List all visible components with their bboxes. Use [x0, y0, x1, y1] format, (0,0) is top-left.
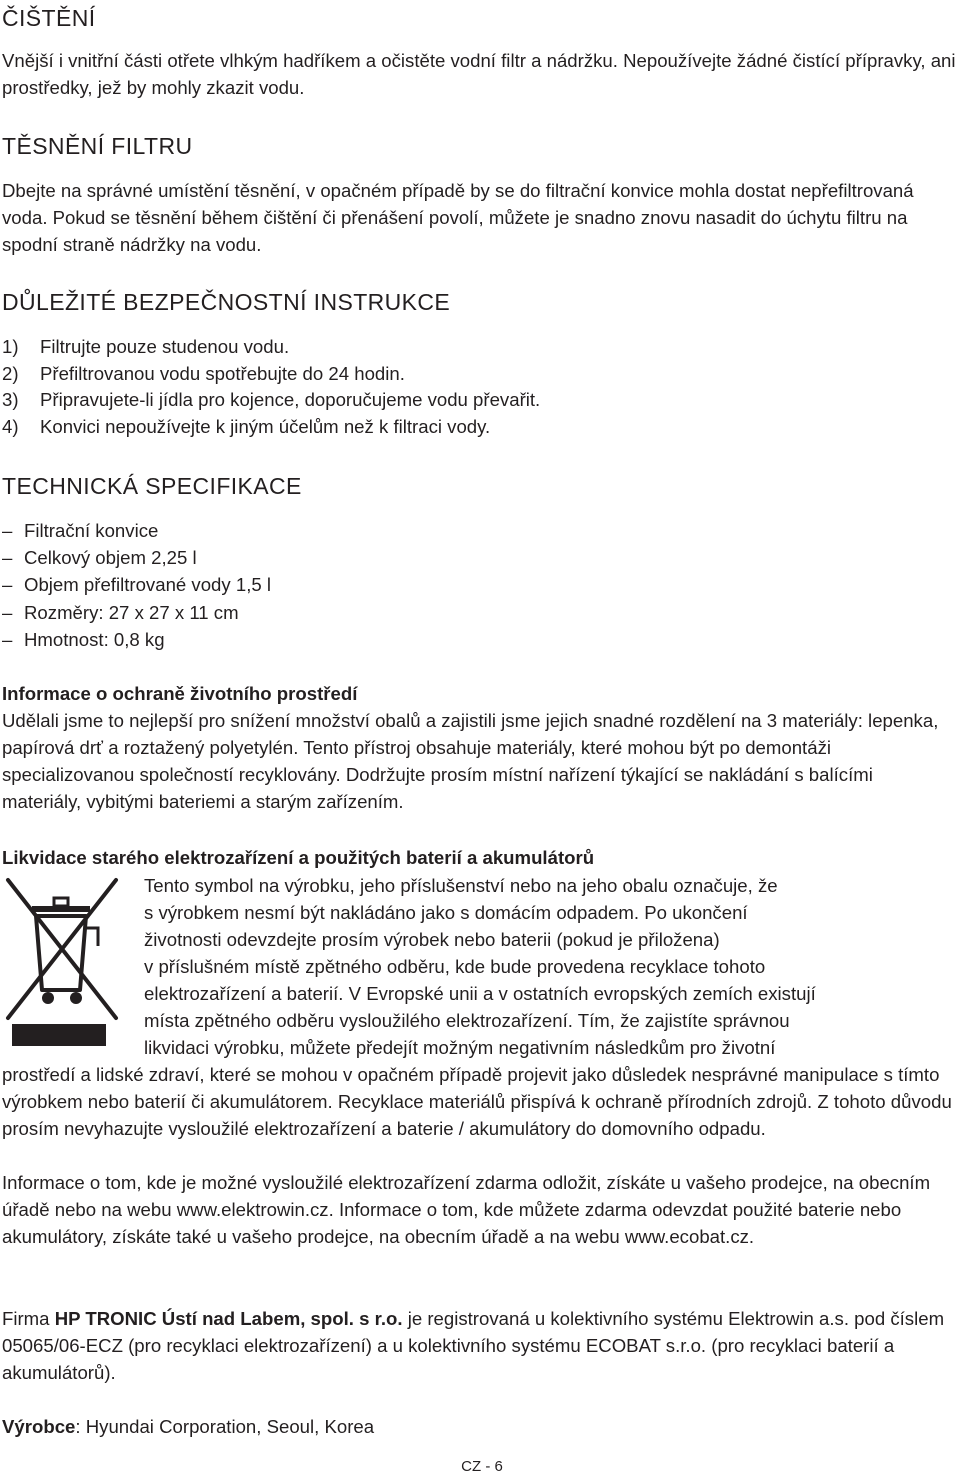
- crossed-out-bin-icon: [2, 872, 122, 1048]
- list-item: [2, 334, 540, 361]
- firm-prefix: Firma: [2, 1308, 55, 1329]
- weee-intro: [144, 872, 956, 1061]
- spec-heading: TECHNICKÁ SPECIFIKACE: [2, 473, 302, 499]
- env-text: Udělali jsme to nejlepší pro snížení množství obalů a zajistili jsme jejich snadné rozdělení na 3 materiály: lepenka, papírová drť a roztažený polyetylén. Tento přístroj obsahuje materiály, které mohou být po demontáži specializovanou společností recyklovány. Dodržujte prosím místní nařízení týkající se nakládání s balícími materiály, vybitými bateriemi a starým zařízením.: [2, 710, 939, 812]
- safety-heading: DŮLEŽITÉ BEZPEČNOSTNÍ INSTRUKCE: [2, 289, 451, 315]
- cleaning-heading: ČIŠTĚNÍ: [2, 5, 96, 31]
- list-item: [2, 571, 271, 598]
- list-text: Filtrační konvice: [24, 520, 159, 541]
- weee-line: životnosti odevzdejte prosím výrobek nebo baterii (pokud je přiložena): [144, 929, 720, 950]
- list-item: [2, 414, 540, 441]
- dash-marker: –: [2, 547, 13, 569]
- weee-line: elektrozařízení a baterií. V Evropské unii a v ostatních evropských zemích existují: [144, 983, 816, 1004]
- dash-marker: –: [2, 601, 13, 623]
- manufacturer: [2, 1413, 956, 1440]
- list-text: Přefiltrovanou vodu spotřebujte do 24 hodin.: [40, 362, 405, 384]
- list-item: [2, 517, 271, 544]
- dash-marker: –: [2, 574, 13, 596]
- list-text: Objem přefiltrované vody 1,5 l: [24, 574, 272, 596]
- weee-line: v příslušném místě zpětného odběru, kde bude provedena recyklace tohoto: [144, 956, 766, 977]
- firm-suffix: je registrovaná u kolektivního systému Elektrowin a.s. pod číslem 05065/06-ECZ (pro recyklaci elektrozařízení) a u kolektivního systému ECOBAT s.r.o. (pro recyklaci baterií a akumulátorů).: [2, 1308, 945, 1383]
- firm-registration: [2, 1305, 956, 1386]
- list-text: Rozměry: 27 x 27 x 11 cm: [24, 601, 239, 623]
- list-number: 4): [2, 415, 19, 437]
- seal-text: Dbejte na správné umístění těsnění, v opačném případě by se do filtrační konvice mohla dostat nepřefiltrovaná voda. Pokud se těsnění během čištění či přenášení povolí, můžete je snadno znovu nasadit do úchytu filtru na spodní straně nádržky na vodu.: [2, 180, 914, 255]
- list-item: [2, 387, 540, 414]
- manufacturer-value: : Hyundai Corporation, Seoul, Korea: [75, 1416, 375, 1437]
- weee-heading: Likvidace starého elektrozařízení a použitých baterií a akumulátorů: [2, 847, 595, 868]
- firm-name: HP TRONIC Ústí nad Labem, spol. s r.o.: [54, 1308, 403, 1329]
- list-item: [2, 626, 271, 653]
- page-footer: [0, 1458, 960, 1476]
- list-number: 3): [2, 389, 19, 410]
- list-item: [2, 599, 271, 626]
- seal-heading: TĚSNĚNÍ FILTRU: [2, 133, 193, 159]
- manufacturer-label: Výrobce: [2, 1416, 76, 1437]
- weee-info: Informace o tom, kde je možné vysloužilé elektrozařízení zdarma odložit, získáte u vašeho prodejce, na obecním úřadě nebo na webu www.elektrowin.cz. Informace o tom, kde můžete zdarma odevzdat použité baterie nebo akumulátory, získáte také u vašeho prodejce, na obecním úřadě a na webu www.ecobat.cz.: [2, 1172, 931, 1247]
- list-text: Konvici nepoužívejte k jiným účelům než k filtraci vody.: [40, 415, 491, 437]
- weee-continued: prostředí a lidské zdraví, které se mohou v opačném případě projevit jako důsledek nesprávné manipulace s tímto výrobkem nebo baterií či akumulátorem. Recyklace materiálů přispívá k ochraně přírodních zdrojů. Z tohoto důvodu prosím nevyhazujte vysloužilé elektrozařízení a baterie / akumulátory do domovního odpadu.: [2, 1064, 952, 1139]
- list-item: [2, 361, 540, 388]
- list-number: 1): [2, 336, 19, 357]
- list-text: Filtrujte pouze studenou vodu.: [40, 336, 290, 357]
- page-number: CZ - 6: [461, 1458, 503, 1475]
- env-heading: Informace o ochraně životního prostředí: [2, 683, 358, 704]
- weee-line: Tento symbol na výrobku, jeho příslušenství nebo na jeho obalu označuje, že: [144, 875, 778, 896]
- list-text: Připravujete-li jídla pro kojence, doporučujeme vodu převařit.: [40, 389, 541, 410]
- cleaning-text: Vnější i vnitřní části otřete vlhkým hadříkem a očistěte vodní filtr a nádržku. Nepoužívejte žádné čistící přípravky, ani prostředky, jež by mohly zkazit vodu.: [2, 50, 956, 98]
- list-text: Celkový objem 2,25 l: [24, 547, 197, 569]
- list-number: 2): [2, 362, 19, 384]
- safety-list: [2, 334, 540, 440]
- dash-marker: –: [2, 520, 13, 541]
- dash-marker: –: [2, 628, 13, 650]
- list-item: [2, 544, 271, 571]
- list-text: Hmotnost: 0,8 kg: [24, 628, 165, 650]
- weee-line: likvidaci výrobku, můžete předejít možným negativním následkům pro životní: [144, 1037, 776, 1058]
- weee-line: místa zpětného odběru vysloužilého elektrozařízení. Tím, že zajistíte správnou: [144, 1010, 790, 1031]
- spec-list: [2, 517, 271, 653]
- weee-line: s výrobkem nesmí být nakládáno jako s domácím odpadem. Po ukončení: [144, 902, 748, 923]
